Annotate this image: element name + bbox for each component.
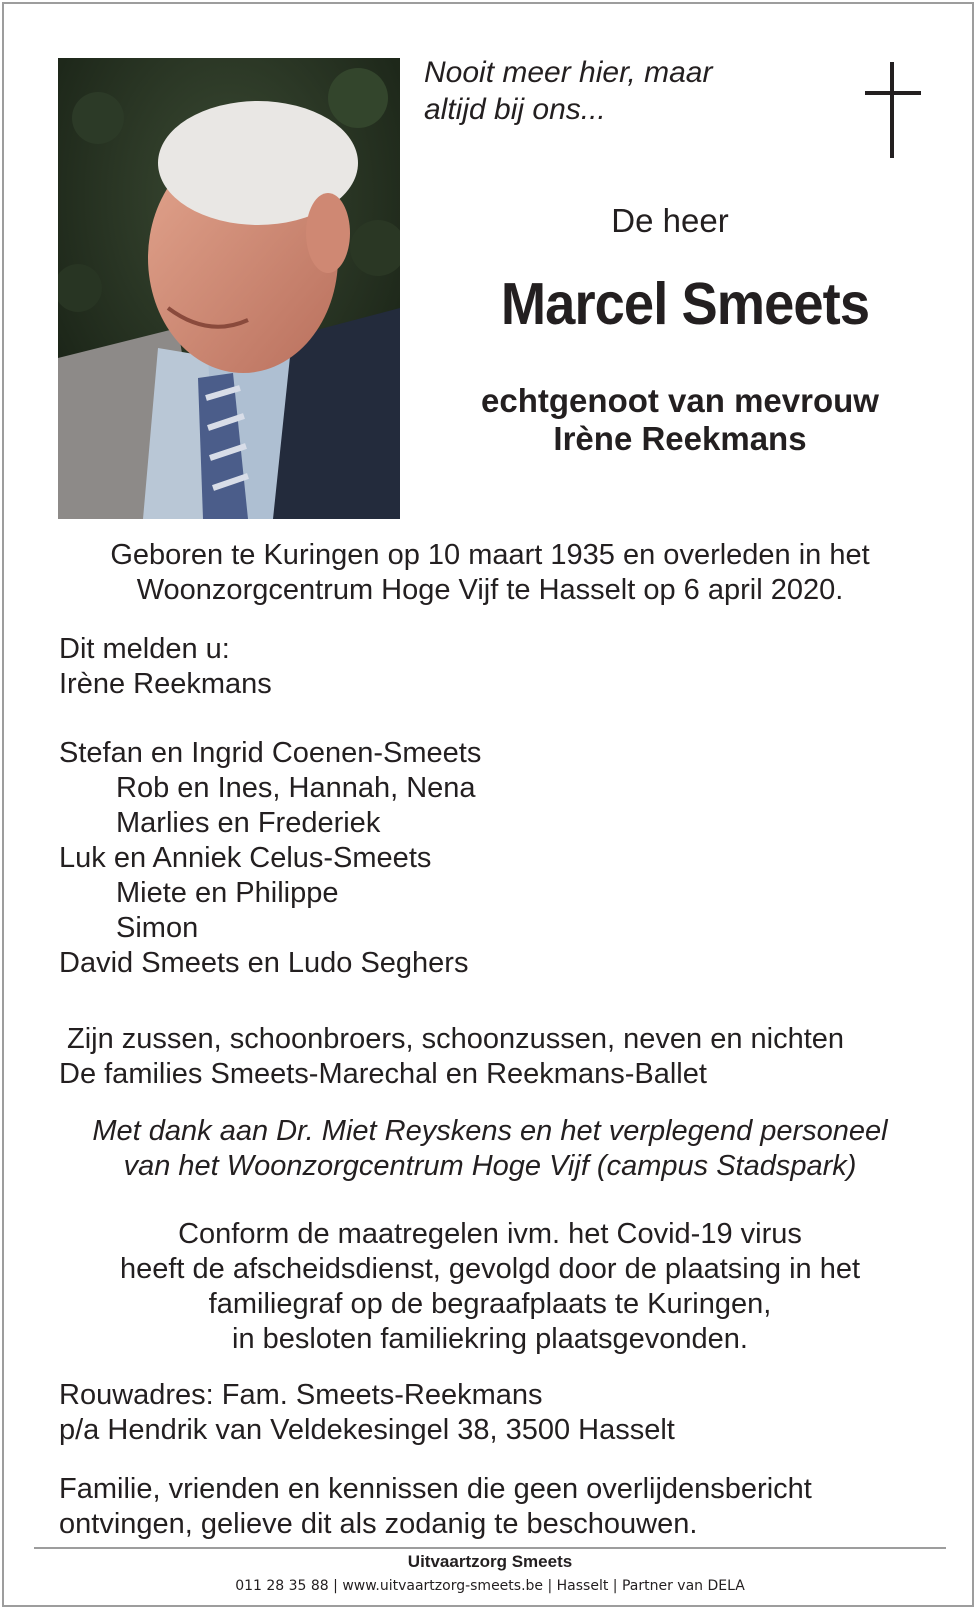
announce-intro-text: Dit melden u: — [59, 633, 230, 665]
covid-line-2: heeft de afscheidsdienst, gevolgd door de plaatsing in het — [119, 1253, 861, 1285]
address-line-1: Rouwadres: Fam. Smeets-Reekmans — [59, 1379, 543, 1411]
spouse-line-2: Irène Reekmans — [553, 420, 807, 457]
birth-death-text — [30, 538, 950, 608]
covid-notice — [30, 1217, 950, 1357]
covid-line-1: Conform de maatregelen ivm. het Covid-19 virus — [178, 1218, 802, 1250]
motto-line-1: Nooit meer hier, maar — [424, 56, 713, 89]
spouse-info — [440, 382, 920, 458]
birth-death-line-2: Woonzorgcentrum Hoge Vijf te Hasselt op 6 april 2020. — [136, 574, 844, 606]
announce-spouse-name: Irène Reekmans — [59, 668, 272, 700]
thanks-line-1: Met dank aan Dr. Miet Reyskens en het verplegend personeel — [92, 1115, 888, 1147]
family-member: Simon — [116, 912, 199, 944]
family-member: Stefan en Ingrid Coenen-Smeets — [59, 737, 482, 769]
family-member: Marlies en Frederiek — [116, 807, 381, 839]
closing-line-2: ontvingen, gelieve dit als zodanig te beschouwen. — [59, 1508, 698, 1540]
portrait-photo — [58, 58, 400, 519]
covid-line-4: in besloten familiekring plaatsgevonden. — [232, 1323, 748, 1355]
motto-line-2: altijd bij ons... — [424, 93, 606, 126]
relatives-line-2: De families Smeets-Marechal en Reekmans-Ballet — [59, 1058, 707, 1090]
thanks-line-2: van het Woonzorgcentrum Hoge Vijf (campus Stadspark) — [123, 1150, 857, 1182]
deceased-name: Marcel Smeets — [500, 271, 870, 337]
covid-line-3: familiegraf op de begraafplaats te Kuringen, — [208, 1288, 772, 1320]
birth-death-line-1: Geboren te Kuringen op 10 maart 1935 en overleden in het — [110, 539, 870, 571]
announce-intro — [59, 632, 272, 702]
footer-divider — [34, 1547, 946, 1549]
cross-icon — [865, 62, 921, 158]
closing-line-1: Familie, vrienden en kennissen die geen overlijdensbericht — [59, 1473, 812, 1505]
family-member: Rob en Ines, Hannah, Nena — [116, 772, 476, 804]
relatives — [59, 1022, 844, 1092]
salutation: De heer — [611, 202, 729, 239]
closing-note — [59, 1472, 812, 1542]
address-line-2: p/a Hendrik van Veldekesingel 38, 3500 Hasselt — [59, 1414, 675, 1446]
mourning-address — [59, 1378, 675, 1448]
family-list — [59, 736, 481, 981]
thanks-text — [30, 1114, 950, 1184]
footer-company: Uitvaartzorg Smeets — [407, 1552, 573, 1571]
relatives-line-1: Zijn zussen, schoonbroers, schoonzussen, neven en nichten — [67, 1023, 845, 1055]
family-member: Luk en Anniek Celus-Smeets — [59, 842, 432, 874]
family-member: David Smeets en Ludo Seghers — [59, 947, 469, 979]
spouse-line-1: echtgenoot van mevrouw — [481, 382, 879, 419]
footer-contact: 011 28 35 88 | www.uitvaartzorg-smeets.be | Hasselt | Partner van DELA — [235, 1578, 745, 1594]
motto — [424, 54, 784, 128]
family-member: Miete en Philippe — [116, 877, 339, 909]
